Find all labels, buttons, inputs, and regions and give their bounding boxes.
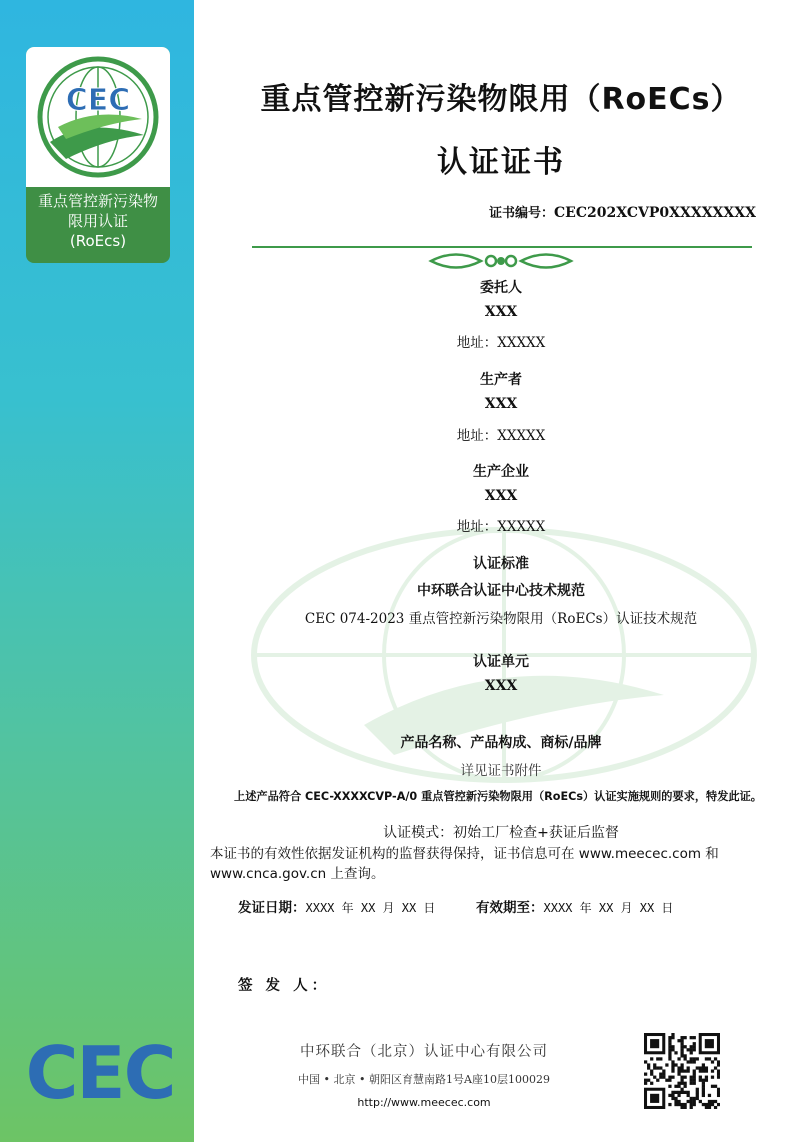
manufacturer-address: 地址：XXXXX — [456, 519, 546, 535]
producer-address: 地址：XXXXX — [456, 428, 546, 444]
certificate-content — [194, 0, 808, 1142]
product-value: 详见证书附件 — [460, 763, 542, 779]
logo-caption-line-3: (RoEcs) — [69, 232, 127, 250]
issuer-label: 签 发 人： — [238, 978, 331, 994]
title-line-2: 认证证书 — [437, 145, 565, 180]
logo-caption-line-1: 重点管控新污染物 — [37, 192, 158, 210]
entrust-value: XXX — [484, 304, 518, 320]
compliance-statement: 上述产品符合 CEC-XXXXCVP-A/0 重点管控新污染物限用（RoECs）认证实施规则的要求，特发此证。 — [234, 790, 762, 803]
left-gradient-band — [0, 0, 194, 1142]
logo-caption-line-2: 限用认证 — [67, 212, 128, 230]
validity-note: 本证书的有效性依据发证机构的监督获得保持，证书信息可在 www.meecec.com 和 www.cnca.gov.cn 上查询。 — [210, 846, 719, 882]
expire-date — [476, 896, 673, 916]
manufacturer-heading: 生产企业 — [473, 464, 529, 480]
logo-caption — [26, 191, 170, 251]
leaf-ornament-icon — [426, 250, 576, 272]
product-heading: 产品名称、产品构成、商标/品牌 — [400, 735, 602, 751]
footer-company: 中环联合（北京）认证中心有限公司 — [300, 1044, 548, 1060]
title-line-1: 重点管控新污染物限用（RoECs） — [260, 82, 742, 117]
producer-heading: 生产者 — [480, 372, 522, 388]
standard-spec: CEC 074-2023 重点管控新污染物限用（RoECs）认证技术规范 — [304, 611, 698, 627]
issue-date-value: XXXX 年 XX 月 XX 日 — [305, 901, 436, 915]
cec-logo-box — [26, 47, 170, 263]
expire-date-value: XXXX 年 XX 月 XX 日 — [543, 901, 674, 915]
expire-date-label: 有效期至： — [476, 900, 544, 916]
entrust-address: 地址：XXXXX — [456, 335, 546, 351]
cec-globe-logo-icon — [26, 47, 170, 187]
footer-address: 中国 • 北京 • 朝阳区育慧南路1号A座10层100029 — [298, 1073, 550, 1086]
certno-label: 证书编号： — [489, 206, 555, 221]
producer-value: XXX — [484, 396, 518, 412]
unit-value: XXX — [484, 678, 518, 694]
cec-big-mark-icon — [20, 1036, 180, 1106]
qr-code-icon[interactable] — [644, 1033, 720, 1109]
divider-line — [252, 246, 752, 248]
svg-text:CEC: CEC — [25, 1036, 175, 1106]
logo-white-area — [26, 47, 170, 187]
issue-date — [238, 896, 435, 916]
unit-heading: 认证单元 — [473, 654, 529, 670]
certificate-number — [489, 202, 756, 221]
manufacturer-value: XXX — [484, 488, 518, 504]
svg-text:CEC: CEC — [65, 83, 131, 118]
certno-value: CEC202XCVP0XXXXXXXX — [554, 205, 756, 221]
standard-heading: 认证标准 — [473, 556, 529, 572]
standard-org: 中环联合认证中心技术规范 — [417, 583, 585, 599]
entrust-heading: 委托人 — [480, 280, 522, 296]
footer-url[interactable]: http://www.meecec.com — [357, 1096, 491, 1109]
issue-date-label: 发证日期： — [238, 900, 306, 916]
certification-mode: 认证模式：初始工厂检查+获证后监督 — [383, 825, 619, 841]
